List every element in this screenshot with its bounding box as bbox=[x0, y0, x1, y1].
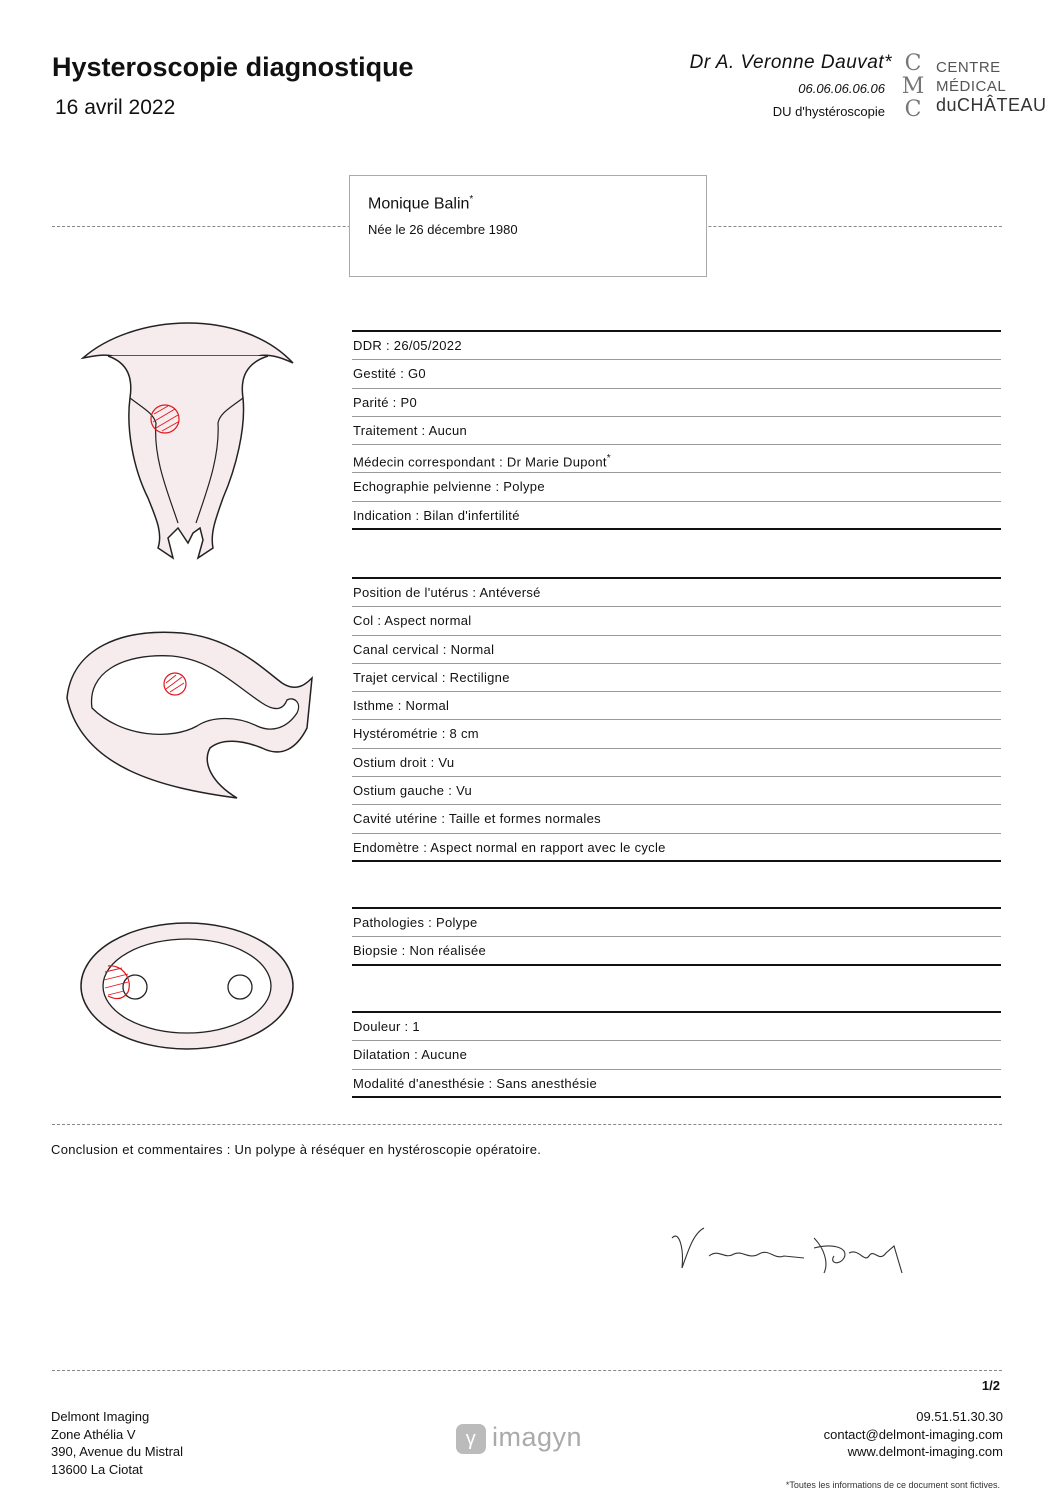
table-row: Endomètre : Aspect normal en rapport avec le cycle bbox=[352, 834, 1001, 862]
table-row: DDR : 26/05/2022 bbox=[352, 332, 1001, 360]
uterine-cavity-diagram bbox=[78, 920, 296, 1052]
table-row: Col : Aspect normal bbox=[352, 607, 1001, 635]
table-row: Ostium gauche : Vu bbox=[352, 777, 1001, 805]
exam-table bbox=[352, 577, 1001, 862]
page-number: 1/2 bbox=[981, 1378, 1000, 1393]
table-row: Echographie pelvienne : Polype bbox=[352, 473, 1001, 501]
findings-table bbox=[352, 907, 1001, 966]
disclaimer: *Toutes les informations de ce document sont fictives. bbox=[785, 1480, 1000, 1490]
table-row: Isthme : Normal bbox=[352, 692, 1001, 720]
signature bbox=[664, 1218, 914, 1280]
email-link[interactable]: contact@delmont-imaging.com bbox=[823, 1426, 1003, 1442]
table-row: Gestité : G0 bbox=[352, 360, 1001, 388]
table-row: Pathologies : Polype bbox=[352, 909, 1001, 937]
doctor-phone: 06.06.06.06.06 bbox=[798, 81, 885, 96]
table-row: Position de l'utérus : Antéversé bbox=[352, 579, 1001, 607]
separator bbox=[52, 1124, 1002, 1125]
table-row: Biopsie : Non réalisée bbox=[352, 937, 1001, 965]
separator bbox=[52, 1370, 1002, 1371]
table-row: Ostium droit : Vu bbox=[352, 749, 1001, 777]
exam-date: 16 avril 2022 bbox=[55, 96, 176, 119]
clinic-logo-icon: C M C bbox=[901, 51, 925, 122]
table-row: Modalité d'anesthésie : Sans anesthésie bbox=[352, 1070, 1001, 1098]
table-row: Trajet cervical : Rectiligne bbox=[352, 664, 1001, 692]
table-row: Médecin correspondant : Dr Marie Dupont* bbox=[352, 445, 1001, 473]
clinic-logo-text: CENTRE MÉDICAL duCHÂTEAU bbox=[936, 59, 1047, 115]
brand-logo: γ imagyn bbox=[456, 1422, 582, 1454]
table-row: Dilatation : Aucune bbox=[352, 1041, 1001, 1069]
table-row: Indication : Bilan d'infertilité bbox=[352, 502, 1001, 530]
table-row: Parité : P0 bbox=[352, 389, 1001, 417]
table-row: Traitement : Aucun bbox=[352, 417, 1001, 445]
website-link[interactable]: www.delmont-imaging.com bbox=[847, 1444, 1003, 1459]
uterus-coronal-diagram bbox=[78, 318, 300, 566]
company-address: Delmont Imaging Zone Athélia V 390, Avenue du Mistral 13600 La Ciotat bbox=[51, 1409, 184, 1477]
history-table bbox=[352, 330, 1001, 530]
table-row: Hystérométrie : 8 cm bbox=[352, 720, 1001, 748]
conclusion-text: Conclusion et commentaires : Un polype à réséquer en hystéroscopie opératoire. bbox=[51, 1142, 542, 1157]
doctor-degree: DU d'hystéroscopie bbox=[772, 104, 885, 119]
doctor-name: Dr A. Veronne Dauvat* bbox=[689, 52, 892, 73]
page-title: Hysteroscopie diagnostique bbox=[52, 52, 414, 82]
patient-birth: Née le 26 décembre 1980 bbox=[368, 222, 518, 237]
brand-logo-icon: γ bbox=[456, 1424, 486, 1454]
table-row: Cavité utérine : Taille et formes normales bbox=[352, 805, 1001, 833]
patient-card bbox=[349, 175, 707, 277]
table-row: Canal cervical : Normal bbox=[352, 636, 1001, 664]
company-contact: 09.51.51.30.30 contact@delmont-imaging.com www.delmont-imaging.com bbox=[823, 1409, 1003, 1459]
uterus-sagittal-diagram bbox=[62, 628, 314, 803]
procedure-table bbox=[352, 1011, 1001, 1098]
patient-name: Monique Balin* bbox=[368, 194, 474, 213]
table-row: Douleur : 1 bbox=[352, 1013, 1001, 1041]
